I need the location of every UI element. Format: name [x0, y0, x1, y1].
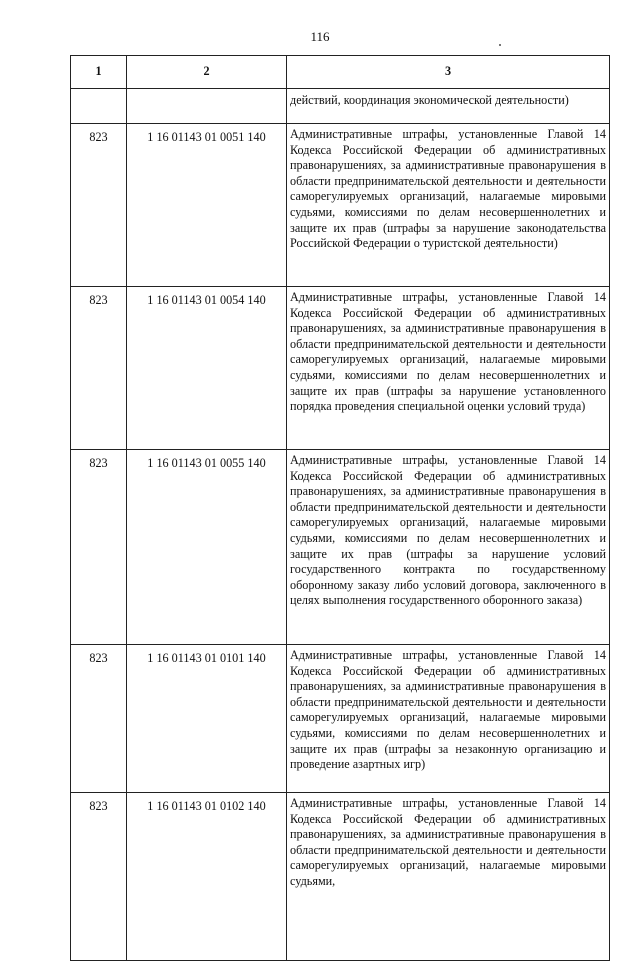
admin-code: 823 — [71, 450, 127, 645]
scan-speck — [499, 44, 501, 46]
column-header-3: 3 — [287, 56, 610, 89]
admin-code: 823 — [71, 287, 127, 450]
continuation-cell-2 — [127, 89, 287, 124]
budget-classification-code: 1 16 01143 01 0055 140 — [127, 450, 287, 645]
table-row — [71, 124, 610, 287]
table-row — [71, 450, 610, 645]
column-header-1: 1 — [71, 56, 127, 89]
budget-classification-code: 1 16 01143 01 0051 140 — [127, 124, 287, 287]
revenue-description: Административные штрафы, установленные Главой 14 Кодекса Российской Федерации об административных правонарушениях, за административные правонарушения в области предпринимательской деятельности и деятельности саморегулируемых организаций, налагаемые мировыми судьями, комиссиями по делам несовершеннолетних и защите их прав (штрафы за незаконную организацию и проведение азартных игр) — [287, 645, 610, 793]
continuation-text: действий, координация экономической деятельности) — [287, 89, 610, 124]
table-row — [71, 287, 610, 450]
continuation-row — [71, 89, 610, 124]
revenue-description: Административные штрафы, установленные Главой 14 Кодекса Российской Федерации об административных правонарушениях, за административные правонарушения в области предпринимательской деятельности и деятельности саморегулируемых организаций, налагаемые мировыми судьями, — [287, 793, 610, 961]
column-header-2: 2 — [127, 56, 287, 89]
table-row — [71, 793, 610, 961]
table-row — [71, 645, 610, 793]
revenue-description: Административные штрафы, установленные Главой 14 Кодекса Российской Федерации об административных правонарушениях, за административные правонарушения в области предпринимательской деятельности и деятельности саморегулируемых организаций, налагаемые мировыми судьями, комиссиями по делам несовершеннолетних и защите их прав (штрафы за нарушение установленного порядка проведения специальной оценки условий труда) — [287, 287, 610, 450]
revenue-description: Административные штрафы, установленные Главой 14 Кодекса Российской Федерации об административных правонарушениях, за административные правонарушения в области предпринимательской деятельности и деятельности саморегулируемых организаций, налагаемые мировыми судьями, комиссиями по делам несовершеннолетних и защите их прав (штрафы за нарушение условий государственного контракта по государственному оборонному заказу либо условий договора, заключенного в целях выполнения государственного оборонного заказа) — [287, 450, 610, 645]
revenue-description: Административные штрафы, установленные Главой 14 Кодекса Российской Федерации об административных правонарушениях, за административные правонарушения в области предпринимательской деятельности и деятельности саморегулируемых организаций, налагаемые мировыми судьями, комиссиями по делам несовершеннолетних и защите их прав (штрафы за нарушение законодательства Российской Федерации о туристской деятельности) — [287, 124, 610, 287]
admin-code: 823 — [71, 645, 127, 793]
header-row — [71, 56, 610, 89]
budget-classification-code: 1 16 01143 01 0101 140 — [127, 645, 287, 793]
admin-code: 823 — [71, 124, 127, 287]
budget-codes-table — [70, 55, 610, 961]
admin-code: 823 — [71, 793, 127, 961]
budget-classification-code: 1 16 01143 01 0054 140 — [127, 287, 287, 450]
budget-classification-code: 1 16 01143 01 0102 140 — [127, 793, 287, 961]
continuation-cell-1 — [71, 89, 127, 124]
page-number: 116 — [310, 29, 330, 44]
